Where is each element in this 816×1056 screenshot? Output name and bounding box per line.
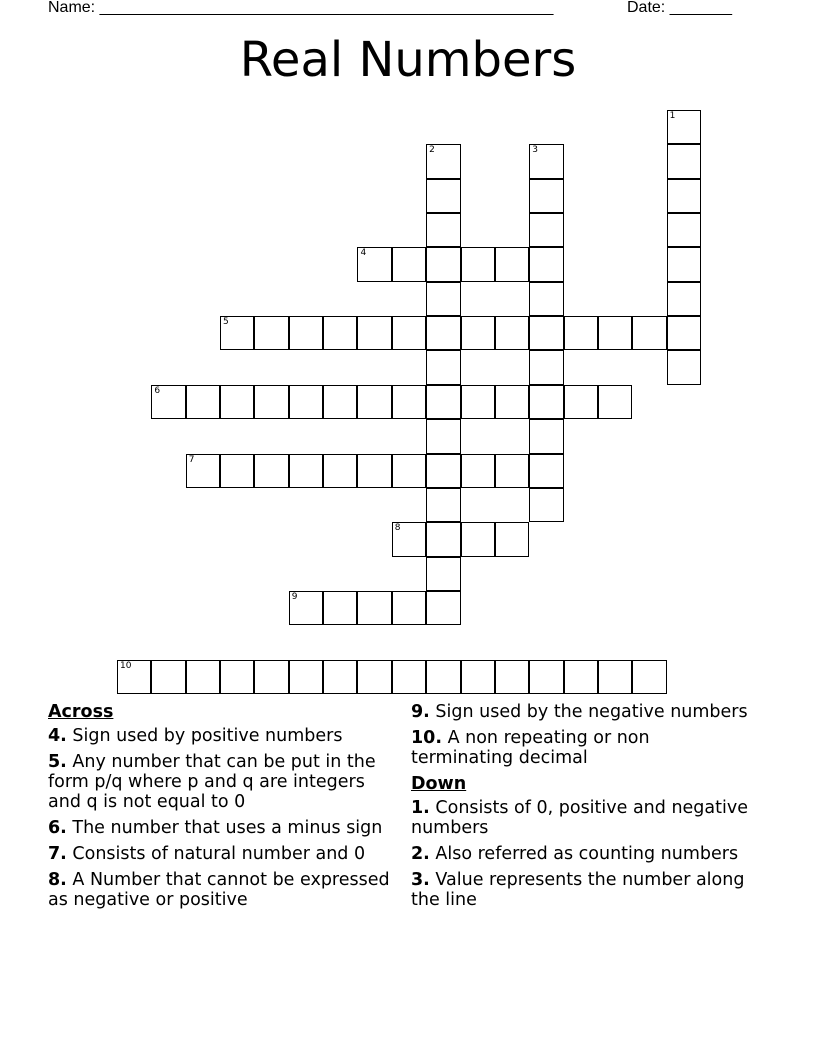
crossword-cell[interactable] [392, 591, 426, 625]
crossword-cell[interactable] [426, 488, 460, 522]
crossword-cell[interactable] [461, 247, 495, 281]
crossword-cell[interactable] [667, 213, 701, 247]
crossword-cell[interactable] [289, 591, 323, 625]
clue-across-8 [48, 870, 393, 910]
crossword-cell[interactable] [529, 660, 563, 694]
clue-text: Sign used by the negative numbers [435, 702, 748, 722]
crossword-cell[interactable] [495, 247, 529, 281]
crossword-cell[interactable] [529, 316, 563, 350]
crossword-cell[interactable] [289, 316, 323, 350]
crossword-cell[interactable] [426, 179, 460, 213]
crossword-cell[interactable] [357, 247, 391, 281]
clue-text: Consists of 0, positive and negative numbers [411, 798, 748, 838]
crossword-cell[interactable] [426, 316, 460, 350]
crossword-cell[interactable] [529, 488, 563, 522]
crossword-cell[interactable] [289, 454, 323, 488]
crossword-cell[interactable] [529, 144, 563, 178]
crossword-cell[interactable] [529, 385, 563, 419]
crossword-cell[interactable] [323, 385, 357, 419]
crossword-cell[interactable] [323, 660, 357, 694]
page-title: Real Numbers [239, 32, 577, 88]
crossword-cell[interactable] [529, 282, 563, 316]
clue-across-9 [411, 702, 756, 722]
crossword-cell[interactable] [357, 454, 391, 488]
cell-number: 9 [291, 591, 298, 602]
crossword-cell[interactable] [632, 660, 666, 694]
crossword-cell[interactable] [564, 660, 598, 694]
crossword-cell[interactable] [220, 454, 254, 488]
crossword-cell[interactable] [186, 454, 220, 488]
clue-number: 8. [48, 870, 67, 890]
crossword-cell[interactable] [426, 247, 460, 281]
name-field-label: Name: ___________________________________________________ [48, 0, 554, 16]
crossword-cell[interactable] [529, 247, 563, 281]
crossword-cell[interactable] [357, 385, 391, 419]
crossword-cell[interactable] [323, 591, 357, 625]
cell-number: 5 [223, 317, 229, 328]
crossword-cell[interactable] [220, 316, 254, 350]
crossword-cell[interactable] [495, 522, 529, 556]
crossword-cell[interactable] [426, 660, 460, 694]
clue-down-1 [411, 798, 756, 838]
clue-number: 4. [48, 726, 67, 746]
crossword-cell[interactable] [357, 591, 391, 625]
cell-number: 10 [120, 660, 132, 671]
crossword-cell[interactable] [461, 385, 495, 419]
cell-number: 2 [429, 145, 435, 156]
crossword-cell[interactable] [667, 247, 701, 281]
cell-number: 7 [188, 454, 195, 465]
clue-text: Sign used by positive numbers [72, 726, 343, 746]
clue-number: 1. [411, 798, 430, 818]
crossword-cell[interactable] [667, 316, 701, 350]
crossword-cell[interactable] [392, 660, 426, 694]
crossword-cell[interactable] [461, 316, 495, 350]
crossword-cell[interactable] [461, 454, 495, 488]
crossword-cell[interactable] [254, 385, 288, 419]
crossword-cell[interactable] [254, 660, 288, 694]
crossword-cell[interactable] [529, 350, 563, 384]
crossword-cell[interactable] [495, 316, 529, 350]
clues-column-right [411, 702, 756, 916]
crossword-cell[interactable] [186, 385, 220, 419]
crossword-cell[interactable] [289, 660, 323, 694]
crossword-cell[interactable] [529, 419, 563, 453]
crossword-cell[interactable] [495, 660, 529, 694]
clue-text: The number that uses a minus sign [72, 818, 383, 838]
crossword-cell[interactable] [357, 316, 391, 350]
clue-text: Also referred as counting numbers [435, 844, 739, 864]
crossword-cell[interactable] [289, 385, 323, 419]
crossword-cell[interactable] [564, 316, 598, 350]
crossword-cell[interactable] [426, 282, 460, 316]
crossword-cell[interactable] [667, 282, 701, 316]
cell-number: 3 [532, 145, 538, 156]
crossword-cell[interactable] [667, 179, 701, 213]
clue-text: Value represents the number along the line [411, 870, 745, 910]
clue-down-3 [411, 870, 756, 910]
crossword-cell[interactable] [426, 213, 460, 247]
clue-across-4 [48, 726, 393, 746]
clue-number: 10. [411, 728, 443, 748]
clue-text: Consists of natural number and 0 [72, 844, 366, 864]
crossword-cell[interactable] [426, 350, 460, 384]
clue-number: 3. [411, 870, 430, 890]
clue-across-7 [48, 844, 393, 864]
crossword-cell[interactable] [667, 110, 701, 144]
crossword-cell[interactable] [598, 316, 632, 350]
crossword-cell[interactable] [598, 385, 632, 419]
crossword-cell[interactable] [117, 660, 151, 694]
crossword-cell[interactable] [598, 660, 632, 694]
clue-across-6 [48, 818, 393, 838]
clue-number: 5. [48, 752, 67, 772]
cell-number: 1 [669, 111, 676, 121]
crossword-cell[interactable] [564, 385, 598, 419]
crossword-cell[interactable] [426, 419, 460, 453]
cell-number: 4 [360, 248, 367, 259]
cell-number: 6 [154, 385, 161, 396]
crossword-cell[interactable] [220, 385, 254, 419]
clue-number: 6. [48, 818, 67, 838]
crossword-cell[interactable] [632, 316, 666, 350]
crossword-cell[interactable] [426, 385, 460, 419]
clue-across-10 [411, 728, 756, 768]
crossword-cell[interactable] [220, 660, 254, 694]
across-heading: Across [48, 702, 114, 722]
crossword-cell[interactable] [461, 522, 495, 556]
crossword-cell[interactable] [529, 179, 563, 213]
crossword-cell[interactable] [529, 213, 563, 247]
crossword-cell[interactable] [186, 660, 220, 694]
clue-number: 7. [48, 844, 67, 864]
crossword-cell[interactable] [529, 454, 563, 488]
clue-text: A Number that cannot be expressed as negative or positive [48, 870, 390, 910]
crossword-cell[interactable] [392, 454, 426, 488]
crossword-cell[interactable] [254, 454, 288, 488]
clue-number: 2. [411, 844, 430, 864]
crossword-cell[interactable] [254, 316, 288, 350]
crossword-cell[interactable] [495, 454, 529, 488]
clues-column-left [48, 702, 393, 916]
crossword-cell[interactable] [151, 660, 185, 694]
crossword-cell[interactable] [426, 454, 460, 488]
clue-number: 9. [411, 702, 430, 722]
cell-number: 8 [394, 523, 401, 534]
crossword-cell[interactable] [323, 316, 357, 350]
crossword-cell[interactable] [426, 144, 460, 178]
crossword-cell[interactable] [667, 350, 701, 384]
crossword-cell[interactable] [151, 385, 185, 419]
date-field-label: Date: _______ [627, 0, 732, 16]
crossword-cell[interactable] [426, 557, 460, 591]
crossword-cell[interactable] [495, 385, 529, 419]
crossword-cell[interactable] [461, 660, 495, 694]
clue-across-5 [48, 752, 393, 812]
clue-down-2 [411, 844, 756, 864]
crossword-cell[interactable] [392, 247, 426, 281]
crossword-cell[interactable] [426, 591, 460, 625]
crossword-cell[interactable] [357, 660, 391, 694]
down-heading: Down [411, 774, 467, 794]
crossword-cell[interactable] [323, 454, 357, 488]
crossword-cell[interactable] [667, 144, 701, 178]
crossword-cell[interactable] [426, 522, 460, 556]
crossword-cell[interactable] [392, 522, 426, 556]
crossword-cell[interactable] [392, 316, 426, 350]
clue-text: A non repeating or non terminating decimal [411, 728, 650, 768]
clue-text: Any number that can be put in the form p/q where p and q are integers and q is not equal to 0 [48, 752, 376, 812]
crossword-cell[interactable] [392, 385, 426, 419]
